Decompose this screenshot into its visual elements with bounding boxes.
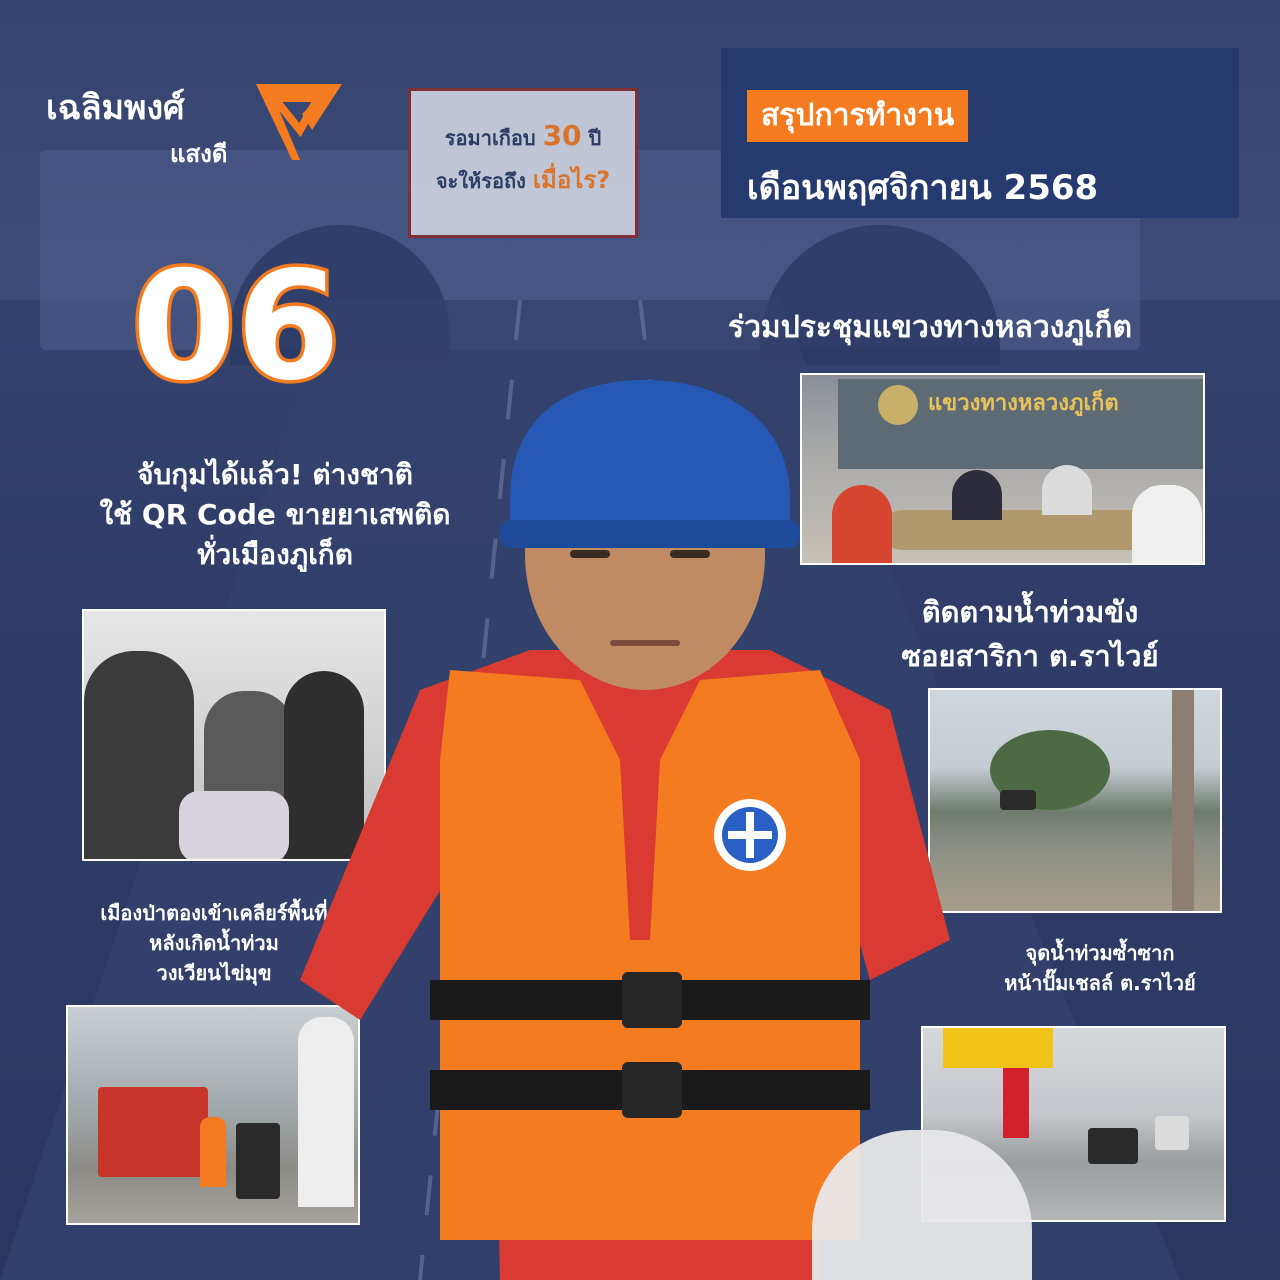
photo-person-1 bbox=[84, 651, 194, 861]
sign-text-number: 30 bbox=[542, 119, 582, 152]
clear-area-line-3: วงเวียนไข่มุข bbox=[156, 961, 272, 985]
sign-text-prefix: รอมาเกือบ bbox=[444, 126, 536, 150]
gas-station-pole bbox=[1003, 1068, 1029, 1138]
sign-text-suffix: ปี bbox=[588, 126, 602, 150]
flood-van bbox=[1155, 1116, 1189, 1150]
clear-area-line-2: หลังเกิดน้ำท่วม bbox=[149, 931, 279, 955]
header-box bbox=[721, 48, 1239, 218]
repeat-flood-line-1: จุดน้ำท่วมซ้ำซาก bbox=[1025, 941, 1175, 965]
header-badge: สรุปการทำงาน bbox=[747, 90, 968, 142]
background-protest-sign bbox=[408, 88, 638, 238]
repeat-flood-caption bbox=[960, 938, 1240, 998]
party-logo-icon bbox=[252, 80, 346, 166]
drug-arrest-line-2: ใช้ QR Code ขายยาเสพติด bbox=[99, 498, 451, 531]
brand-logo bbox=[46, 80, 356, 170]
suitcase bbox=[236, 1123, 280, 1199]
sign-text-line2: จะให้รอถึง bbox=[435, 169, 526, 193]
flood-car bbox=[1000, 790, 1036, 810]
drug-arrest-line-3: ทั่วเมืองภูเก็ต bbox=[197, 538, 353, 571]
clear-area-worker bbox=[200, 1117, 226, 1187]
flood-pole bbox=[1172, 690, 1194, 913]
fire-truck bbox=[98, 1087, 208, 1177]
issue-number: 06 bbox=[131, 240, 341, 414]
photo-blanket bbox=[179, 791, 289, 861]
meeting-title: ร่วมประชุมแขวงทางหลวงภูเก็ต bbox=[727, 310, 1133, 345]
brand-name: เฉลิมพงศ์ bbox=[46, 88, 185, 128]
flood-follow-line-2: ซอยสาริกา ต.ราไวย์ bbox=[901, 639, 1159, 673]
meeting-screen-text: แขวงทางหลวงภูเก็ต bbox=[928, 390, 1119, 416]
meeting-person-3 bbox=[1042, 465, 1092, 515]
header-month: เดือนพฤศจิกายน 2568 bbox=[747, 168, 1099, 208]
sign-text-question: เมื่อไร? bbox=[532, 166, 611, 194]
drug-arrest-line-1: จับกุมได้แล้ว! ต่างชาติ bbox=[137, 458, 413, 491]
brand-surname: แสงดี bbox=[170, 140, 228, 168]
flood-follow-line-1: ติดตามน้ำท่วมขัง bbox=[921, 595, 1139, 629]
flood-pickup-truck bbox=[1088, 1128, 1138, 1164]
meeting-person-4 bbox=[1132, 485, 1202, 565]
repeat-flood-line-2: หน้าปั๊มเชลล์ ต.ราไวย์ bbox=[1004, 971, 1196, 995]
clear-area-line-1: เมืองป่าตองเข้าเคลียร์พื้นที่ bbox=[100, 901, 328, 925]
